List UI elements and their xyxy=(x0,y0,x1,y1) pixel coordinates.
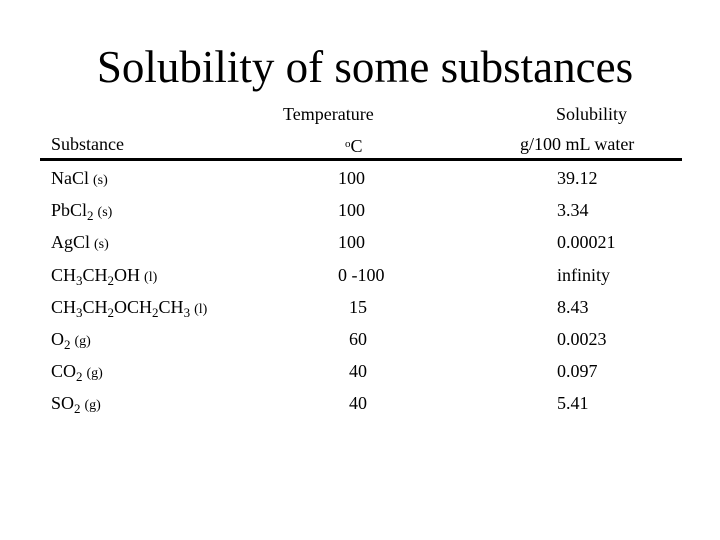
formula-text: NaCl xyxy=(51,168,89,188)
formula-text: CH xyxy=(82,264,108,285)
solubility-cell: 3.34 xyxy=(557,200,589,221)
table-row xyxy=(0,163,720,195)
solubility-table xyxy=(0,163,720,421)
page-title: Solubility of some substances xyxy=(96,42,634,92)
substance-cell xyxy=(51,264,157,289)
state-label: (l) xyxy=(194,301,208,317)
substance-cell xyxy=(51,360,103,385)
formula-text: CH xyxy=(158,296,184,317)
temperature-cell: 100 xyxy=(338,168,365,188)
header-divider xyxy=(40,158,682,161)
solubility-header: Solubility xyxy=(556,104,628,124)
temperature-cell: 40 xyxy=(349,393,367,414)
temperature-cell: 0 -100 xyxy=(338,264,385,285)
substance-cell xyxy=(51,199,112,224)
formula-text: PbCl xyxy=(51,200,88,221)
celsius-unit: C xyxy=(350,136,363,156)
table-row xyxy=(0,324,720,356)
state-label: (s) xyxy=(94,237,109,253)
solubility-cell: 0.0023 xyxy=(557,328,607,349)
substance-cell xyxy=(51,392,101,417)
substance-cell xyxy=(51,167,108,192)
formula-subscript: 2 xyxy=(107,272,115,288)
table-row xyxy=(0,195,720,227)
solubility-cell: 0.097 xyxy=(557,361,598,382)
substance-header: Substance xyxy=(51,134,124,154)
degree-superscript: o xyxy=(345,138,351,150)
temperature-cell: 100 xyxy=(338,232,365,253)
formula-subscript: 2 xyxy=(76,369,83,385)
table-row xyxy=(0,227,720,259)
solubility-cell: 0.00021 xyxy=(557,232,616,253)
solubility-cell: 8.43 xyxy=(557,296,589,317)
solubility-cell: 39.12 xyxy=(557,168,598,188)
formula-text: O xyxy=(51,328,64,349)
formula-text: CH xyxy=(82,296,108,317)
formula-text: CO xyxy=(51,361,77,382)
formula-text: SO xyxy=(51,393,75,414)
formula-text: OH xyxy=(114,264,141,285)
formula-text: CH xyxy=(51,296,77,317)
substance-cell xyxy=(51,296,207,321)
state-label: (l) xyxy=(144,269,158,285)
formula-subscript: 2 xyxy=(87,208,94,224)
solubility-cell: 5.41 xyxy=(557,393,589,414)
state-label: (g) xyxy=(86,366,103,382)
formula-subscript: 2 xyxy=(64,336,71,352)
temperature-header: Temperature xyxy=(283,104,374,124)
formula-text: AgCl xyxy=(51,232,91,253)
temperature-cell: 15 xyxy=(349,296,367,317)
solubility-cell: infinity xyxy=(557,264,610,285)
temperature-cell: 100 xyxy=(338,200,365,221)
temperature-unit xyxy=(345,133,363,157)
table-row xyxy=(0,292,720,324)
substance-cell xyxy=(51,231,109,256)
temperature-cell: 40 xyxy=(349,361,367,382)
formula-text: OCH xyxy=(114,296,153,317)
formula-text: CH xyxy=(51,264,77,285)
substance-cell xyxy=(51,328,91,353)
formula-subscript: 2 xyxy=(152,304,159,320)
temperature-cell: 60 xyxy=(349,328,367,349)
state-label: (s) xyxy=(93,173,108,188)
solubility-unit: g/100 mL water xyxy=(520,134,635,154)
formula-subscript: 3 xyxy=(76,304,83,320)
table-row xyxy=(0,388,720,420)
formula-subscript: 2 xyxy=(74,401,81,417)
formula-subscript: 3 xyxy=(76,272,83,288)
table-row xyxy=(0,260,720,292)
state-label: (g) xyxy=(84,398,101,414)
formula-subscript: 3 xyxy=(183,304,191,320)
state-label: (g) xyxy=(74,333,91,349)
state-label: (s) xyxy=(97,205,113,221)
table-row xyxy=(0,356,720,388)
formula-subscript: 2 xyxy=(107,304,115,320)
